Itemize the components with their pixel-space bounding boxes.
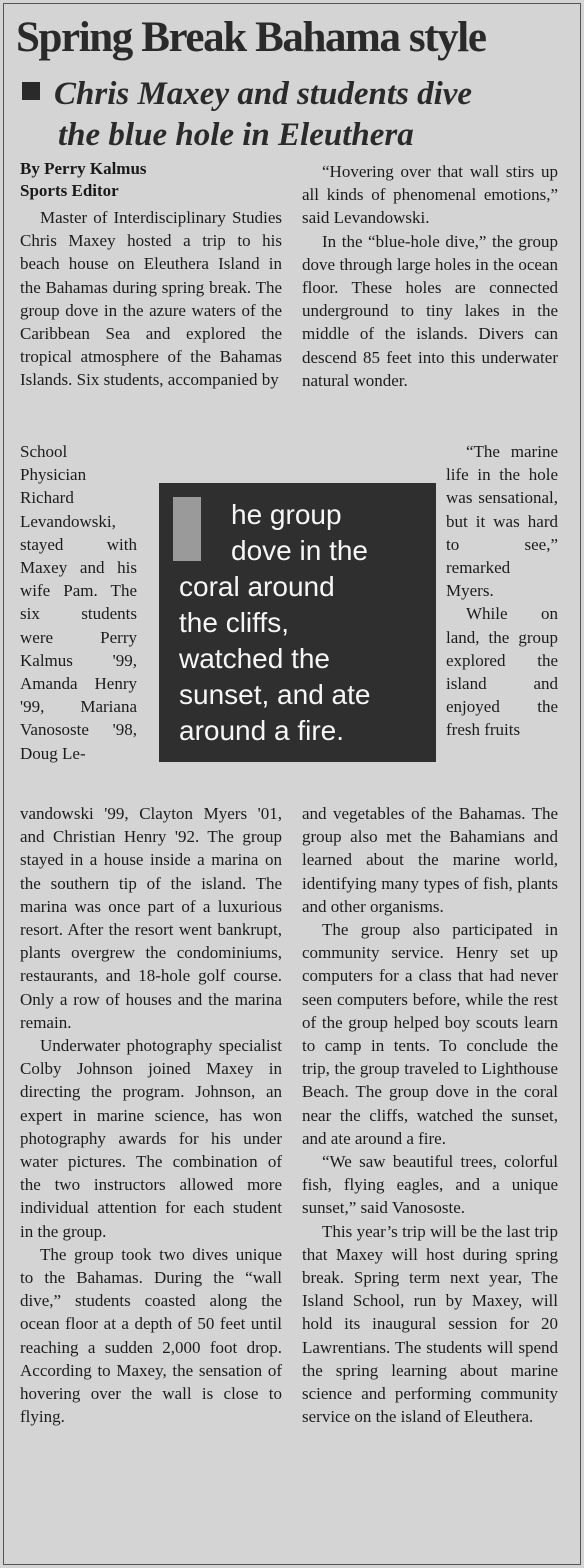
paragraph: and vegetables of the Bahamas. The group also met the Bahamians and learned about the marine world, identifying many types of fish, plants and other organisms. xyxy=(302,804,558,916)
left-column-top xyxy=(20,206,282,392)
pull-quote-line: he group xyxy=(231,499,342,530)
left-column-bottom xyxy=(20,802,282,1428)
deck-subheadline xyxy=(22,74,562,156)
byline-author: By Perry Kalmus xyxy=(20,159,147,178)
paragraph: “We saw beautiful trees, colorful fish, flying eagles, and a unique sunset,” said Vanososte. xyxy=(302,1152,558,1218)
paragraph: Underwater photography specialist Colby Johnson joined Maxey in directing the program. Johnson, an expert in marine science, has won photography awards for his under water pictures. The combination of the two instructors allowed more individual attention for each student in the group. xyxy=(20,1036,282,1241)
headline: Spring Break Bahama style xyxy=(16,14,486,61)
pull-quote-line: coral around xyxy=(179,571,335,602)
byline xyxy=(20,158,290,202)
pull-quote-text xyxy=(179,497,429,749)
deck-line-1: Chris Maxey and students dive xyxy=(54,76,473,112)
paragraph: School Physician Richard Levandowski, stayed with Maxey and his wife Pam. The six students were Perry Kalmus '99, Amanda Henry '99, Mariana Vanososte '98, Doug Le- xyxy=(20,442,137,763)
paragraph: This year’s trip will be the last trip that Maxey will host during spring break. Spring term next year, The Island School, run by Maxey, will hold its inaugural session for 20 Lawrentians. The students will spend the spring learning about marine science and performing community service on the island of Eleuthera. xyxy=(302,1221,558,1427)
right-column-bottom xyxy=(302,802,558,1428)
paragraph: “The marine life in the hole was sensational, but it was hard to see,” remarked Myers. xyxy=(446,442,558,601)
paragraph: The group took two dives unique to the Bahamas. During the “wall dive,” students coasted along the ocean floor at a depth of 50 feet until reaching a sudden 2,000 foot drop. According to Maxey, the sensation of hovering over the wall is close to flying. xyxy=(20,1244,282,1427)
paragraph: While on land, the group explored the island and enjoyed the fresh fruits xyxy=(446,604,558,740)
paragraph: vandowski '99, Clayton Myers '01, and Christian Henry '92. The group stayed in a house inside a marina on the southern tip of the island. The marina was once part of a luxurious resort. After the resort went bankrupt, plants overgrew the condominiums, restaurants, and 18-hole golf course. Only a row of houses and the marina remain. xyxy=(20,804,282,1032)
pull-quote-line: dove in the xyxy=(231,535,368,566)
paragraph: Master of Interdisciplinary Studies Chris Maxey hosted a trip to his beach house on Eleuthera Island in the Bahamas during spring break. The group dove in the azure waters of the Caribbean Sea and explored the tropical atmosphere of the Bahamas Islands. Six students, accompanied by xyxy=(20,208,282,390)
deck-line-2: the blue hole in Eleuthera xyxy=(58,117,414,153)
right-column-top xyxy=(302,160,558,392)
pull-quote xyxy=(159,483,436,762)
pull-quote-line: around a fire. xyxy=(179,715,344,746)
left-narrow-wrap xyxy=(20,440,137,765)
paragraph: The group also participated in community service. Henry set up computers for a class that had never seen computers before, while the rest of the group helped boy scouts learn to camp in tents. To conclude the trip, the group traveled to Lighthouse Beach. The group dove in the coral near the cliffs, watched the sunset, and ate around a fire. xyxy=(302,920,558,1148)
square-bullet-icon xyxy=(22,82,40,100)
right-narrow-wrap xyxy=(446,440,558,742)
paragraph: “Hovering over that wall stirs up all kinds of phenomenal emotions,” said Levandowski. xyxy=(302,162,558,228)
paragraph: In the “blue-hole dive,” the group dove through large holes in the ocean floor. These holes are connected underground to tiny lakes in the middle of the islands. Divers can descend 85 feet into this underwater natural wonder. xyxy=(302,231,558,390)
pull-quote-line: sunset, and ate xyxy=(179,679,371,710)
pull-quote-line: the cliffs, xyxy=(179,607,289,638)
byline-title: Sports Editor xyxy=(20,181,119,200)
pull-quote-line: watched the xyxy=(179,643,330,674)
